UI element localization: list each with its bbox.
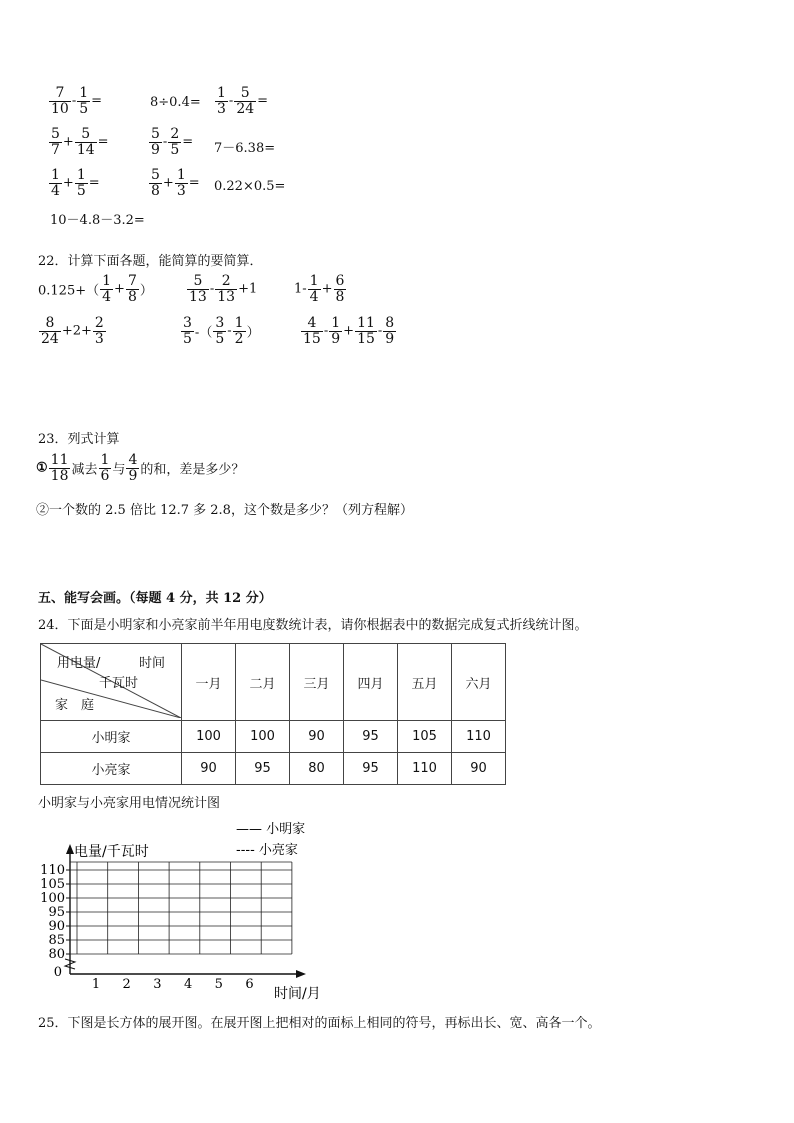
header-usage: 用电量/ [57,656,101,671]
q23-part1: ① $\frac{11}{18}$ 减去 $\frac{1}{6}$ 与 $\frac{4}{9}$ 的和，差是多少？ [36,452,245,484]
q24-title: 24．下面是小明家和小亮家前半年用电度数统计表，请你根据表中的数据完成复式折线统计图。 [38,618,588,633]
q22-e5: $\frac{3}{5}$ -（ $\frac{3}{5}$ - $\frac{1}{2}$ ） [183,315,260,347]
origin-label: 0 [53,965,62,980]
table-cell: 110 [398,753,452,785]
month-header: 二月 [236,644,290,721]
line-chart [40,818,340,1000]
section-five-heading: 五、能写会画。（每题 4 分，共 12 分） [38,591,272,606]
y-tick-label: 100 [40,891,65,906]
q22-e4: $\frac{8}{24}$ +2+ $\frac{2}{3}$ [41,315,104,347]
x-tick-label: 3 [153,977,162,992]
x-tick-label: 4 [183,977,193,992]
table-cell: 90 [290,721,344,753]
q21-r1-a: $\frac{7}{10}$ - $\frac{1}{5}$ = [51,85,103,117]
electricity-usage-table [40,643,506,785]
row-family-name: 小明家 [41,721,182,753]
y-tick-label: 85 [48,933,65,948]
y-axis-arrow [66,844,74,854]
table-cell: 90 [182,753,236,785]
table-cell: 95 [344,753,398,785]
q21-r2-b: $\frac{5}{9}$ - $\frac{2}{5}$ = [151,126,194,158]
q21-r1-c: $\frac{1}{3}$ - $\frac{5}{24}$ = [217,85,269,117]
q21-r3-c: 0.22×0.5= [214,179,286,194]
q21-r1-b: 8÷0.4= [150,95,201,110]
y-tick-label: 105 [40,877,65,892]
table-cell: 100 [236,721,290,753]
q21-r3-a: $\frac{1}{4}$ + $\frac{1}{5}$ = [51,167,100,199]
q21-r2-c: 7－6.38= [214,141,276,156]
table-cell: 95 [236,753,290,785]
table-cell: 100 [182,721,236,753]
x-tick-label: 5 [214,977,223,992]
table-cell: 105 [398,721,452,753]
q22-e1: 0.125+（ $\frac{1}{4}$ + $\frac{7}{8}$ ） [38,273,153,305]
x-axis-arrow [296,970,306,978]
table-cell: 90 [452,753,506,785]
q23-part2: ②一个数的 2.5 倍比 12.7 多 2.8，这个数是多少？（列方程解） [36,503,413,518]
month-header: 六月 [452,644,506,721]
chart-caption: 小明家与小亮家用电情况统计图 [38,796,221,811]
q21-r3-b: $\frac{5}{8}$ + $\frac{1}{3}$ = [151,167,200,199]
q21-r4: 10－4.8－3.2= [50,213,145,228]
x-tick-label: 6 [245,977,254,992]
y-tick-label: 110 [40,863,65,878]
y-tick-label: 90 [48,919,65,934]
month-header: 四月 [344,644,398,721]
q23-title: 23．列式计算 [38,432,120,447]
q22-e6: $\frac{4}{15}$ - $\frac{1}{9}$ + $\frac{11}{15}$ - $\frac{8}{9}$ [303,315,395,347]
month-header: 三月 [290,644,344,721]
q22-e2: $\frac{5}{13}$ - $\frac{2}{13}$ +1 [189,273,258,305]
y-tick-label: 95 [48,905,65,920]
row-family-name: 小亮家 [41,753,182,785]
x-tick-label: 1 [91,977,101,992]
header-time: 时间 [139,656,166,671]
header-unit: 千瓦时 [99,676,139,691]
axis-break [65,959,75,969]
q22-title: 22．计算下面各题，能简算的要简算． [38,254,263,269]
legend-xiaoliang: ---- 小亮家 [236,843,298,858]
x-axis-label: 时间/月 [274,986,321,1000]
table-cell: 80 [290,753,344,785]
q21-r2-a: $\frac{5}{7}$ + $\frac{5}{14}$ = [51,126,109,158]
table-row [41,753,506,785]
header-family: 家 庭 [55,698,95,713]
legend-xiaoming: —— 小明家 [236,822,306,837]
table-diagonal-header [41,644,182,721]
q22-e3: 1- $\frac{1}{4}$ + $\frac{6}{8}$ [294,273,345,305]
table-cell: 95 [344,721,398,753]
q25-title: 25．下图是长方体的展开图。在展开图上把相对的面标上相同的符号，再标出长、宽、高各一个。 [38,1016,601,1031]
table-cell: 110 [452,721,506,753]
month-header: 一月 [182,644,236,721]
y-tick-label: 80 [48,947,65,962]
month-header: 五月 [398,644,452,721]
table-row [41,721,506,753]
y-axis-label: 电量/千瓦时 [74,844,149,860]
x-tick-label: 2 [122,977,131,992]
